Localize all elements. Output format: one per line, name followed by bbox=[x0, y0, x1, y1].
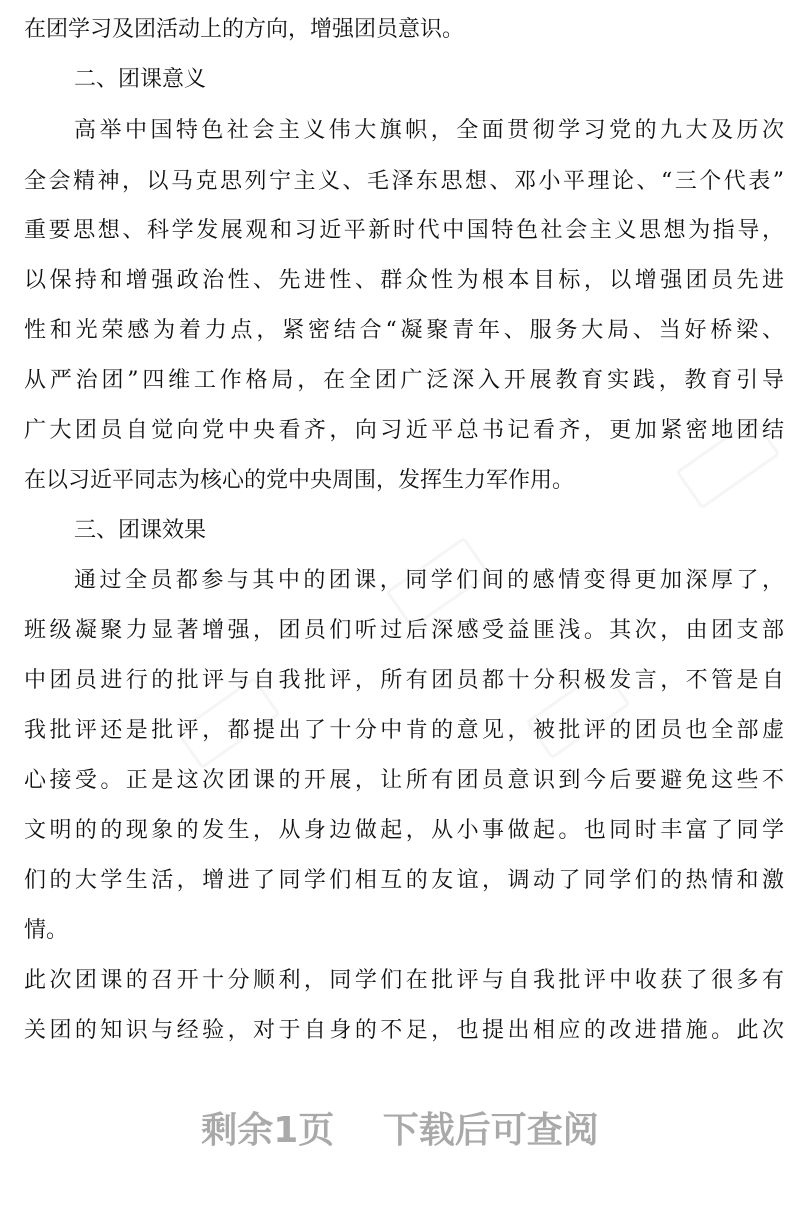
paragraph-line: 情。 bbox=[24, 918, 69, 943]
paragraph-line: 班级凝聚力显著增强，团员们听过后深感受益匪浅。其次，由团支部 bbox=[24, 618, 784, 643]
paragraph-line: 心接受。正是这次团课的开展，让所有团员意识到今后要避免这些不 bbox=[24, 768, 784, 793]
paragraph-line: 高举中国特色社会主义伟大旗帜，全面贯彻学习党的九大及历次 bbox=[74, 118, 784, 143]
section-heading: 三、团课效果 bbox=[74, 518, 207, 543]
paragraph-line: 中团员进行的批评与自我批评，所有团员都十分积极发言，不管是自 bbox=[24, 668, 784, 693]
paragraph-line: 通过全员都参与其中的团课，同学们间的感情变得更加深厚了， bbox=[74, 568, 784, 593]
paragraph-line: 在以习近平同志为核心的党中央周围，发挥生力军作用。 bbox=[24, 468, 575, 493]
paragraph-line: 从严治团”四维工作格局，在全团广泛深入开展教育实践，教育引导 bbox=[24, 368, 784, 393]
paragraph-line: 此次团课的召开十分顺利，同学们在批评与自我批评中收获了很多有 bbox=[24, 968, 784, 993]
paragraph-line: 文明的的现象的发生，从身边做起，从小事做起。也同时丰富了同学 bbox=[24, 818, 784, 843]
paragraph-line: 以保持和增强政治性、先进性、群众性为根本目标，以增强团员先进 bbox=[24, 268, 784, 293]
paragraph-line: 重要思想、科学发展观和习近平新时代中国特色社会主义思想为指导， bbox=[24, 218, 784, 243]
paragraph-line: 们的大学生活，增进了同学们相互的友谊，调动了同学们的热情和激 bbox=[24, 868, 784, 893]
paragraph-line: 性和光荣感为着力点，紧密结合“凝聚青年、服务大局、当好桥梁、 bbox=[24, 318, 784, 343]
paragraph-line: 关团的知识与经验，对于自身的不足，也提出相应的改进措施。此次 bbox=[24, 1018, 784, 1043]
paragraph-line: 广大团员自觉向党中央看齐，向习近平总书记看齐，更加紧密地团结 bbox=[24, 418, 784, 443]
remaining-pages-notice: 剩余1页 下载后可查阅 bbox=[201, 1110, 599, 1151]
paragraph-line: 全会精神，以马克思列宁主义、毛泽东思想、邓小平理论、“三个代表” bbox=[24, 169, 784, 194]
paragraph-line: 我批评还是批评，都提出了十分中肯的意见，被批评的团员也全部虚 bbox=[24, 718, 784, 743]
section-heading: 二、团课意义 bbox=[74, 67, 207, 92]
paragraph-line: 在团学习及团活动上的方向，增强团员意识。 bbox=[24, 17, 465, 42]
